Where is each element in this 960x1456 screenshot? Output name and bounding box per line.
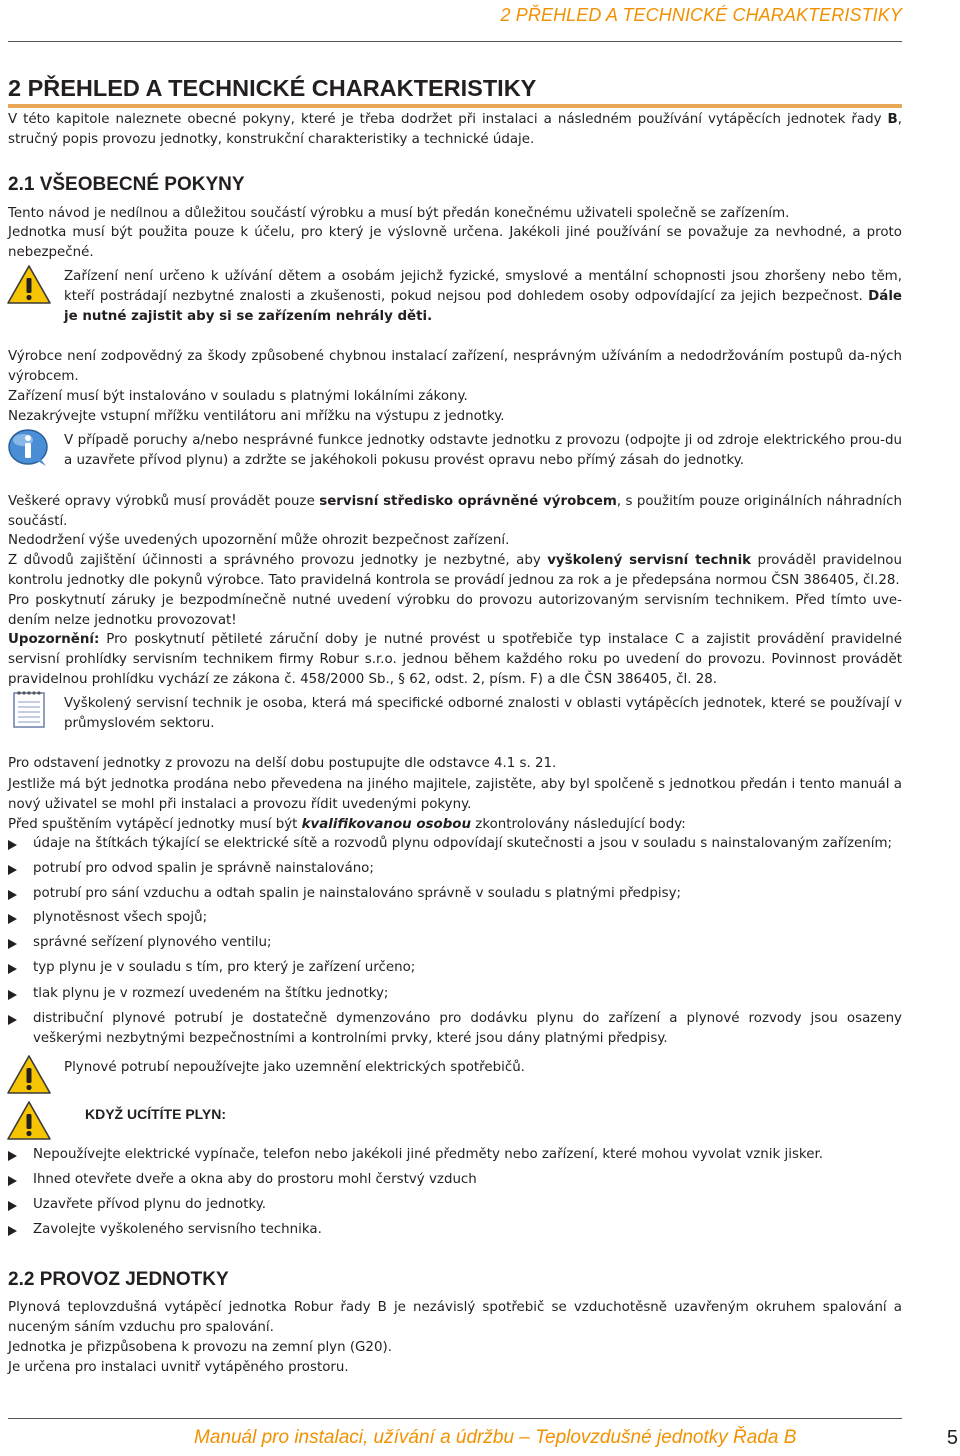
paragraph-indoor-install: Je určena pro instalaci uvnitř vytápěného prostoru. xyxy=(8,1360,349,1375)
bullet-arrow-icon xyxy=(8,1226,17,1236)
paragraph-shutdown: Pro odstavení jednotky z provozu na delší dobu postupujte dle odstavce 4.1 s. 21. xyxy=(8,756,557,771)
subsection-title-2-2: 2.2 PROVOZ JEDNOTKY xyxy=(8,1269,229,1290)
paragraph-resale: Jestliže má být jednotka prodána nebo převedena na jiného majitele, zajistěte, aby byl spolčeně s jednotkou předán i tento manuál a nový uživatel se mohl při instalaci a provozu řídit uvedenými pokyny. xyxy=(8,777,902,812)
list-item: potrubí pro sání vzduchu a odtah spalin je nainstalováno správně v souladu s platnými předpisy; xyxy=(8,884,902,904)
footer-title: Manuál pro instalaci, užívání a údržbu – Teplovzdušné jednotky Řada B xyxy=(194,1427,797,1448)
paragraph-safety: Nedodržení výše uvedených upozornění může ohrozit bezpečnost zařízení. xyxy=(8,533,510,548)
info-icon xyxy=(6,428,50,468)
paragraph-grille: Nezakrývejte vstupní mřížku ventilátoru ani mřížku na výstupu z jednotky. xyxy=(8,409,505,424)
warning-icon xyxy=(6,264,52,306)
bullet-arrow-icon xyxy=(8,939,17,949)
section-title-underline xyxy=(8,104,902,108)
page-number: 5 xyxy=(946,1427,958,1449)
info-malfunction: V případě poruchy a/nebo nesprávné funkce jednotky odstavte jednotku z provozu (odpojte ji od zdroje elektrického prou-du a uzavřete přívod plynu) a zdržte se jakéhokoli pokusu provést opravu nebo přímý zásah do jednotky. xyxy=(64,433,902,468)
bullet-arrow-icon xyxy=(8,1176,17,1186)
bullet-arrow-icon xyxy=(8,890,17,900)
list-item: Zavolejte vyškoleného servisního technika. xyxy=(8,1220,902,1240)
paragraph-warranty: Pro poskytnutí záruky je bezpodmínečně nutné uvedení výrobku do provozu autorizovaným servisním technikem. Před tímto uve-dením nelze jednotku provozovat! xyxy=(8,593,902,628)
bullet-arrow-icon xyxy=(8,990,17,1000)
note-technician: Vyškolený servisní technik je osoba, která má specifické odborné znalosti v oblasti vytápěcích jednotek, které se používají v průmyslovém sektoru. xyxy=(64,696,902,731)
footer-divider xyxy=(8,1418,902,1419)
list-item: distribuční plynové potrubí je dostatečně dymenzováno pro dodávku plynu do zařízení a plynové rozvody jsou osazeny veškerými nezbytnými bezpečnostními a kontrolními prvky, které jsou dány platnými předpisy. xyxy=(8,1009,902,1049)
subsection-title-2-1: 2.1 VŠEOBECNÉ POKYNY xyxy=(8,174,245,195)
paragraph-local-laws: Zařízení musí být instalováno v souladu s platnými lokálními zákony. xyxy=(8,389,468,404)
warning-icon xyxy=(6,1054,52,1096)
bullet-arrow-icon xyxy=(8,1151,17,1161)
list-item: údaje na štítkách týkající se elektrické sítě a rozvodů plynu odpovídají skutečnosti a jsou v souladu s nainstalovaným zařízením; xyxy=(8,834,902,854)
list-item: Ihned otevřete dveře a okna aby do prostoru mohl čerstvý vzduch xyxy=(8,1170,902,1190)
bullet-arrow-icon xyxy=(8,840,17,850)
paragraph-checks-intro: Před spuštěním vytápěcí jednotky musí být kvalifikovanou osobou zkontrolovány následující body: xyxy=(8,817,686,832)
section-intro: V této kapitole naleznete obecné pokyny, které je třeba dodržet při instalaci a následném používání vytápěcích jednotek řady B, stručný popis provozu jednotky, konstrukční charakteristiky a technické údaje. xyxy=(8,112,902,147)
warning-gas-pipe: Plynové potrubí nepoužívejte jako uzemnění elektrických spotřebičů. xyxy=(64,1060,525,1075)
bullet-arrow-icon xyxy=(8,1201,17,1211)
bullet-arrow-icon xyxy=(8,964,17,974)
paragraph-gas-type: Jednotka je přizpůsobena k provozu na zemní plyn (G20). xyxy=(8,1340,392,1355)
paragraph-notice: Upozornění: Pro poskytnutí pětileté záruční doby je nutné provést u spotřebiče typ instalace C a zajistit provádění pravidelné servisní prohlídky servisním technikem firmy Robur s.r.o. jednou během každého roku po uvedení do provozu. Povinnost provádět pravidelnou prohlídku vychází ze zákona č. 458/2000 Sb., § 62, odst. 2, písm. F) a dle ČSN 386405, čl. 28. xyxy=(8,632,902,687)
paragraph-repairs: Veškeré opravy výrobků musí provádět pouze servisní středisko oprávněné výrobcem, s použitím pouze originálních náhradních součástí. xyxy=(8,494,903,529)
paragraph-intended-use: Jednotka musí být použita pouze k účelu, pro který je výslovně určena. Jakékoli jiné používání se považuje za nevhodné, a proto nebezpečné. xyxy=(8,225,902,260)
paragraph-unit-description: Plynová teplovzdušná vytápěcí jednotka Robur řady B je nezávislý spotřebič se vzduchotěsně uzavřeným okruhem spalování a nuceným sáním vzduchu pro spalování. xyxy=(8,1300,902,1335)
list-item: Nepoužívejte elektrické vypínače, telefon nebo jakékoli jiné předměty nebo zařízení, které mohou vyvolat vznik jisker. xyxy=(8,1145,902,1165)
bullet-arrow-icon xyxy=(8,1015,17,1025)
running-header: 2 PŘEHLED A TECHNICKÉ CHARAKTERISTIKY xyxy=(500,5,902,25)
section-title: 2 PŘEHLED A TECHNICKÉ CHARAKTERISTIKY xyxy=(8,75,537,101)
list-item: typ plynu je v souladu s tím, pro který je zařízení určeno; xyxy=(8,958,902,978)
paragraph-manual-part: Tento návod je nedílnou a důležitou součástí výrobku a musí být předán konečnému uživateli společně se zařízením. xyxy=(8,206,790,221)
bullet-arrow-icon xyxy=(8,865,17,875)
paragraph-inspection: Z důvodů zajištění účinnosti a správného provozu jednotky je nezbytné, aby vyškolený servisní technik prováděl pravidelnou kontrolu jednotky dle pokynů výrobce. Tato pravidelná kontrola se provádí jednou za rok a je předepsána normou ČSN 386405, čl.28. xyxy=(8,553,902,588)
list-item: tlak plynu je v rozmezí uvedeném na štítku jednotky; xyxy=(8,984,902,1004)
list-item: potrubí pro odvod spalin je správně nainstalováno; xyxy=(8,859,902,879)
list-item: správné seřízení plynového ventilu; xyxy=(8,933,902,953)
warning-children: Zařízení není určeno k užívání dětem a osobám jejichž fyzické, smyslové a mentální schopnosti jsou zhoršeny nebo těm, kteří postrádají nezbytné znalosti a zkušenosti, pokud nejsou pod dohledem osoby odpovídající za jejich bezpečnost. Dále je nutné zajistit aby si se zařízením nehrály děti. xyxy=(64,269,902,324)
list-item: plynotěsnost všech spojů; xyxy=(8,908,902,928)
notepad-icon xyxy=(10,689,48,729)
bullet-arrow-icon xyxy=(8,914,17,924)
paragraph-liability: Výrobce není zodpovědný za škody způsobené chybnou instalací zařízení, nesprávným užíváním a nedodržováním postupů da-ných výrobcem. xyxy=(8,349,902,384)
warning-gas-smell: KDYŽ UCÍTÍTE PLYN: xyxy=(85,1106,227,1122)
header-divider xyxy=(8,41,902,42)
list-item: Uzavřete přívod plynu do jednotky. xyxy=(8,1195,902,1215)
warning-icon xyxy=(6,1100,52,1142)
